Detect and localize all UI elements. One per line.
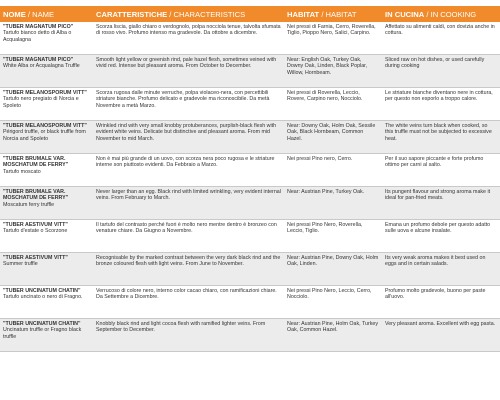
table-row <box>0 22 500 55</box>
truffle-table <box>0 6 500 352</box>
cell-characteristics: Knobbly black rind and light cocoa flesh with ramified lighter veins. From September to December. <box>93 319 284 352</box>
cell-cooking: Emana un profumo debole per questo adatto sulle uova e alcune insalate. <box>382 220 500 253</box>
common-name: Tartufo nero pregiato di Norcia e Spoleto <box>3 96 79 109</box>
cell-habitat: Near: Austrian Pine, Downy Oak, Holm Oak, Linden. <box>284 253 382 286</box>
table-row <box>0 187 500 220</box>
header-characteristics: CARATTERISTICHE / CHARACTERISTICS <box>93 6 284 22</box>
cell-habitat: Near: English Oak, Turkey Oak, Downy Oak, Linden, Black Poplar, Willow, Hornbeam. <box>284 55 382 88</box>
cell-name <box>0 253 93 286</box>
common-name: Tartufo d'estate o Scorzone <box>3 228 68 235</box>
table-header <box>0 6 500 22</box>
header-row <box>0 6 500 22</box>
cell-cooking: Profumo molto gradevole, buono per paste all'uovo. <box>382 286 500 319</box>
table-row <box>0 154 500 187</box>
cell-characteristics: Scorza liscia, giallo chiaro o verdognolo, polpa nocciola tenue, talvolta sfumata di rosso vivo. Profumo intenso ma gradevole. Da ottobre a dicembre. <box>93 22 284 55</box>
cell-name <box>0 220 93 253</box>
cell-cooking: The white veins turn black when cooked, so this truffle must not be subjected to excessive heat. <box>382 121 500 154</box>
cell-habitat: Nei pressi Pino Nero, Roverella, Leccio, Tiglio. <box>284 220 382 253</box>
common-name: Tartufo bianco detto di Alba o Acqualagna <box>3 30 72 43</box>
cell-characteristics: Scorza rugosa dalle minute verruche, polpa violaceo-nera, con percettibili striature bianche. Profumo delicato e gradevole ma riconoscibile. Da metà Novembre a metà Marzo. <box>93 88 284 121</box>
cell-cooking: Affettato su alimenti caldi, con dovizia anche in cottura. <box>382 22 500 55</box>
species-name: "TUBER MAGNATUM PICO" <box>3 24 74 30</box>
species-name: "TUBER MAGNATUM PICO" <box>3 57 74 63</box>
table-body <box>0 22 500 352</box>
species-name: "TUBER UNCINATUM CHATIN" <box>3 321 81 327</box>
table-row <box>0 55 500 88</box>
cell-cooking: Per il suo sapore piccante e forte profumo ottimo per carni al salto. <box>382 154 500 187</box>
cell-name <box>0 286 93 319</box>
cell-cooking: Sliced raw on hot dishes, or used carefully during cooking <box>382 55 500 88</box>
cell-habitat: Near: Austrian Pine, Turkey Oak. <box>284 187 382 220</box>
cell-cooking: Its pungent flavour and strong aroma make it ideal for pan-fried meats. <box>382 187 500 220</box>
cell-name <box>0 121 93 154</box>
species-name: "TUBER MELANOSPORUM VITT" <box>3 123 87 129</box>
cell-characteristics: Smooth light yellow or greenish rind, pale hazel flesh, sometimes veined with vivid red. Intense but pleasant aroma. From October to December. <box>93 55 284 88</box>
common-name: Uncinatum truffle or Fragno black truffle <box>3 327 82 340</box>
common-name: Summer truffle <box>3 261 38 268</box>
common-name: Moscatum ferry truffle <box>3 201 55 208</box>
common-name: Périgord truffle, or black truffle from Norcia and Spoleto <box>3 129 86 142</box>
cell-name <box>0 154 93 187</box>
species-name: "TUBER UNCINATUM CHATIN" <box>3 288 81 294</box>
common-name: White Alba or Acqualagna Truffle <box>3 63 80 70</box>
cell-habitat: Nei pressi Pino nero, Cerro. <box>284 154 382 187</box>
cell-habitat: Nei pressi di Farnia, Cerro, Roverella, Tiglio, Pioppo Nero, Salici, Carpino. <box>284 22 382 55</box>
cell-name <box>0 319 93 352</box>
species-name: "TUBER BRUMALE VAR. MOSCHATUM DE FERRY" <box>3 156 69 169</box>
table-row <box>0 319 500 352</box>
species-name: "TUBER BRUMALE VAR. MOSCHATUM DE FERRY" <box>3 189 69 202</box>
cell-name <box>0 187 93 220</box>
cell-name <box>0 88 93 121</box>
table-row <box>0 253 500 286</box>
cell-habitat: Near: Downy Oak, Holm Oak, Sessile Oak, Black Hornbeam, Common Hazel. <box>284 121 382 154</box>
cell-cooking: Its very weak aroma makes it best used on eggs and in certain salads. <box>382 253 500 286</box>
cell-name <box>0 22 93 55</box>
cell-habitat: Nei pressi di Roverella, Leccio, Rovere, Carpino nero, Nocciolo. <box>284 88 382 121</box>
cell-habitat: Near: Austrian Pine, Holm Oak, Turkey Oak, Common Hazel. <box>284 319 382 352</box>
table-row <box>0 286 500 319</box>
species-name: "TUBER AESTIVUM VITT" <box>3 222 68 228</box>
cell-characteristics: Wrinkled rind with very small knobby protuberances, purplish-black flesh with evident white veins. Delicate but distinctive and pleasant aroma. From mid November to mid March. <box>93 121 284 154</box>
species-name: "TUBER MELANOSPORUM VITT" <box>3 90 87 96</box>
species-name: "TUBER AESTIVUM VITT" <box>3 255 68 261</box>
table-row <box>0 121 500 154</box>
cell-cooking: Le striature bianche diventano nere in cottura, per questo non esporlo a troppo calore. <box>382 88 500 121</box>
cell-characteristics: Never larger than an egg. Black rind with limited wrinkling, very evident internal veins. From February to March. <box>93 187 284 220</box>
common-name: Tartufo uncinato o nero di Fragno. <box>3 294 83 301</box>
common-name: Tartufo moscato <box>3 168 41 175</box>
header-name: NOME / NAME <box>0 6 93 22</box>
cell-characteristics: Non è mai più grande di un uovo, con scorza nera poco rugosa e le striature interne son piuttosto evidenti. Da Febbraio a Marzo. <box>93 154 284 187</box>
header-cooking: IN CUCINA / IN COOKING <box>382 6 500 22</box>
table-row <box>0 88 500 121</box>
cell-characteristics: Recognisable by the marked contrast between the very dark black rind and the bronze coloured flesh with light veins. From June to November. <box>93 253 284 286</box>
header-habitat: HABITAT / HABITAT <box>284 6 382 22</box>
cell-habitat: Nei pressi Pino Nero, Leccio, Cerro, Nocciolo. <box>284 286 382 319</box>
cell-cooking: Very pleasant aroma. Excellent with egg pasta. <box>382 319 500 352</box>
cell-characteristics: Verrucoso di colore nero, interno color cacao chiaro, con ramificazioni chiare. Da Settembre a Dicembre. <box>93 286 284 319</box>
table-row <box>0 220 500 253</box>
cell-characteristics: Il tartufo del contrasto perché fuori è molto nero mentre dentro è bronzeo con venature chiare. Da Giugno a Novembre. <box>93 220 284 253</box>
cell-name <box>0 55 93 88</box>
